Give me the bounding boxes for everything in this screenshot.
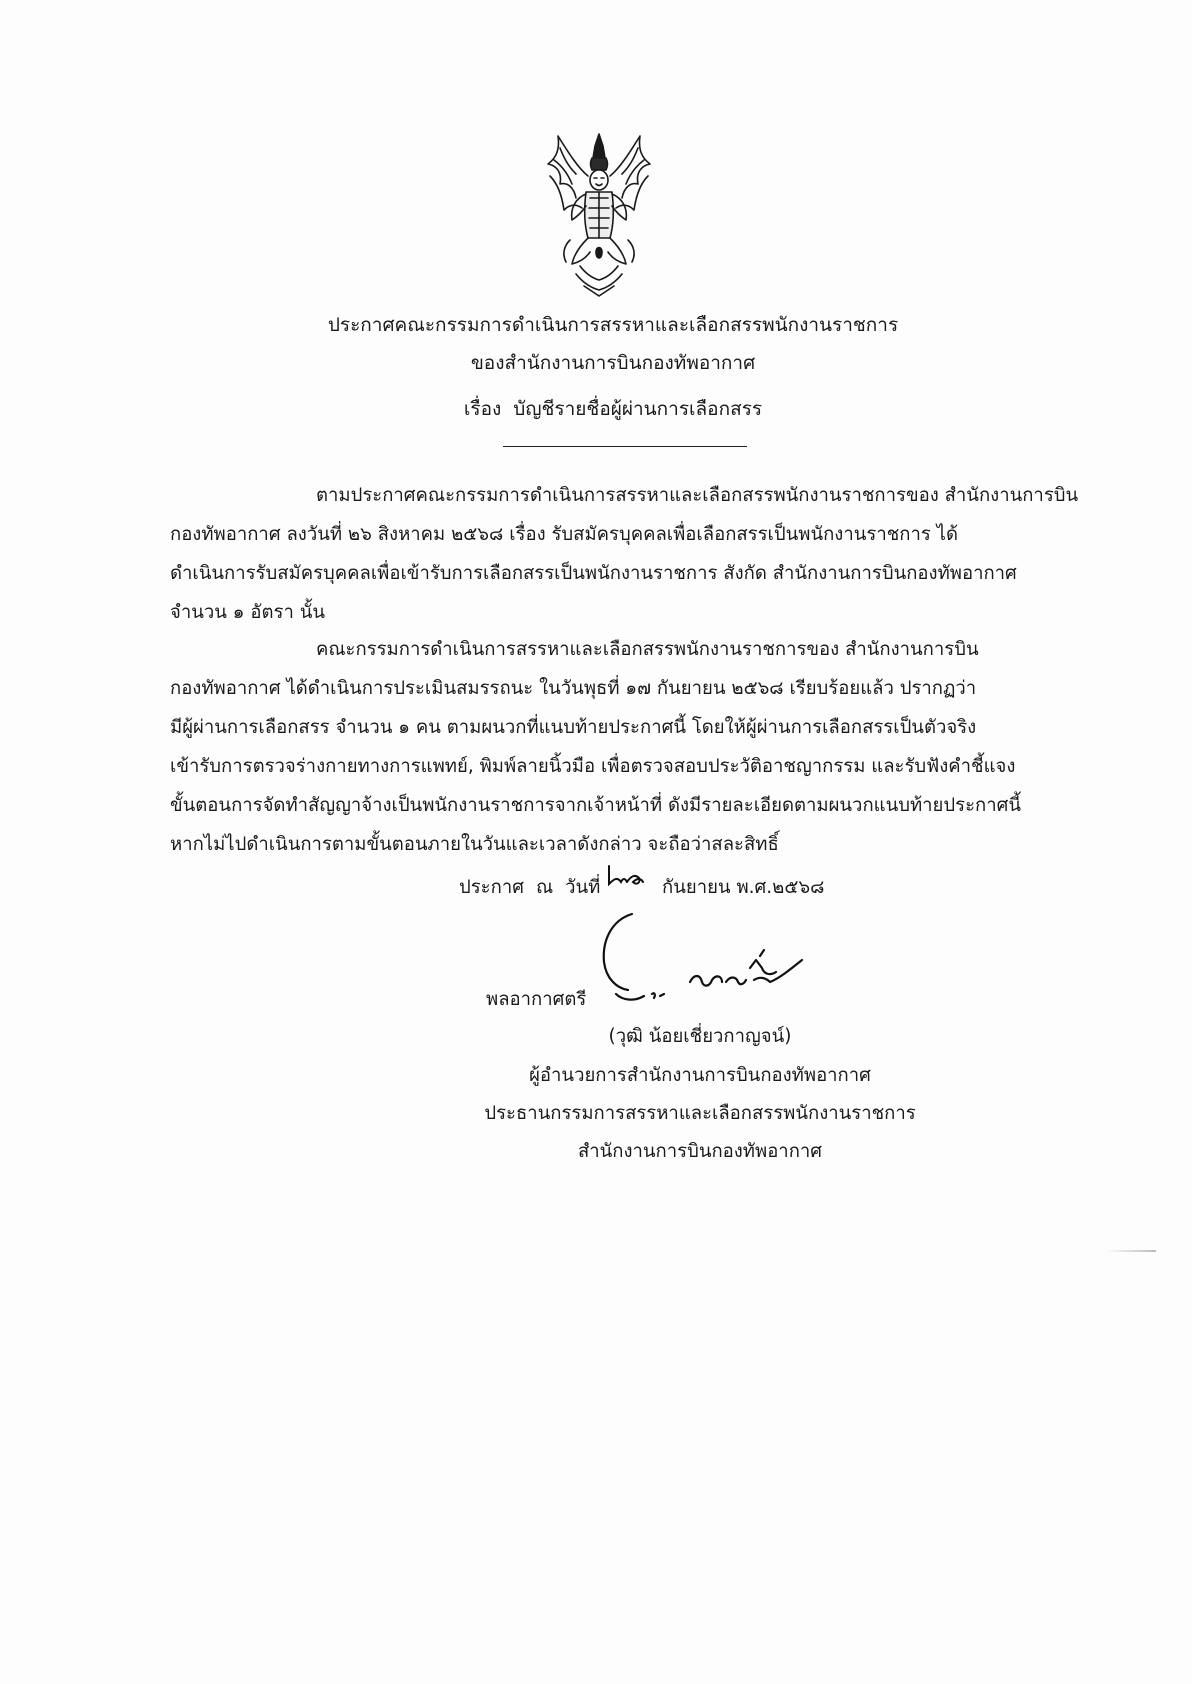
handwritten-day <box>603 860 645 890</box>
paragraph-line: ขั้นตอนการจัดทำสัญญาจ้างเป็นพนักงานราชการจากเจ้าหน้าที่ ดังมีรายละเอียดตามผนวกแนบท้ายประกาศนี้ <box>170 795 1021 816</box>
announce-at: ณ <box>535 877 554 898</box>
subject-text: บัญชีรายชื่อผู้ผ่านการเลือกสรร <box>513 398 763 420</box>
announce-label: ประกาศ <box>459 877 524 898</box>
handwritten-signature <box>594 910 884 1020</box>
announce-day-label: วันที่ <box>565 877 601 898</box>
signer-name: (วุฒิ น้อยเชี่ยวกาญจน์) <box>608 1026 792 1047</box>
garuda-emblem-icon <box>540 128 658 300</box>
paragraph-line: จำนวน ๑ อัตรา นั้น <box>170 602 326 623</box>
paragraph-line: กองทัพอากาศ ได้ดำเนินการประเมินสมรรถนะ ในวันพุธที่ ๑๗ กันยายน ๒๕๖๘ เรียบร้อยแล้ว ปรากฏว่า <box>170 678 977 699</box>
signer-position-1: ผู้อำนวยการสำนักงานการบินกองทัพอากาศ <box>529 1065 871 1086</box>
paragraph-line: ดำเนินการรับสมัครบุคคลเพื่อเข้ารับการเลือกสรรเป็นพนักงานราชการ สังกัด สำนักงานการบินกองทัพอากาศ <box>170 563 1017 584</box>
heading-divider <box>503 446 747 447</box>
paragraph-2 <box>170 630 1086 864</box>
signer-rank: พลอากาศตรี <box>486 989 587 1010</box>
paragraph-line: หากไม่ไปดำเนินการตามขั้นตอนภายในวันและเวลาดังกล่าว จะถือว่าสละสิทธิ์ <box>170 834 779 855</box>
signer-position-3: สำนักงานการบินกองทัพอากาศ <box>577 1141 823 1162</box>
paragraph-line: เข้ารับการตรวจร่างกายทางการแพทย์, พิมพ์ลายนิ้วมือ เพื่อตรวจสอบประวัติอาชญากรรม และรับฟังคำชี้แจง <box>170 756 1016 777</box>
paragraph-line: ตามประกาศคณะกรรมการดำเนินการสรรหาและเลือกสรรพนักงานราชการของ สำนักงานการบิน <box>316 485 1079 506</box>
announce-date-prefix <box>459 873 600 902</box>
paragraph-1 <box>170 476 1086 632</box>
signer-position-2: ประธานกรรมการสรรหาและเลือกสรรพนักงานราชการ <box>484 1103 916 1124</box>
scan-edge-mark <box>1106 1250 1156 1252</box>
announcement-title: ประกาศคณะกรรมการดำเนินการสรรหาและเลือกสรรพนักงานราชการ <box>327 314 899 336</box>
paragraph-line: คณะกรรมการดำเนินการสรรหาและเลือกสรรพนักงานราชการของ สำนักงานการบิน <box>316 639 979 660</box>
paragraph-line: มีผู้ผ่านการเลือกสรร จำนวน ๑ คน ตามผนวกที่แนบท้ายประกาศนี้ โดยให้ผู้ผ่านการเลือกสรรเป็นตัวจริง <box>170 717 977 738</box>
paragraph-line: กองทัพอากาศ ลงวันที่ ๒๖ สิงหาคม ๒๕๖๘ เรื่อง รับสมัครบุคคลเพื่อเลือกสรรเป็นพนักงานราชการ ได้ <box>170 524 958 545</box>
subject-label: เรื่อง <box>463 398 502 420</box>
announcement-agency: ของสำนักงานการบินกองทัพอากาศ <box>470 352 756 374</box>
announce-month-year: กันยายน พ.ศ.๒๕๖๘ <box>662 877 825 898</box>
announcement-subject <box>0 396 1192 422</box>
